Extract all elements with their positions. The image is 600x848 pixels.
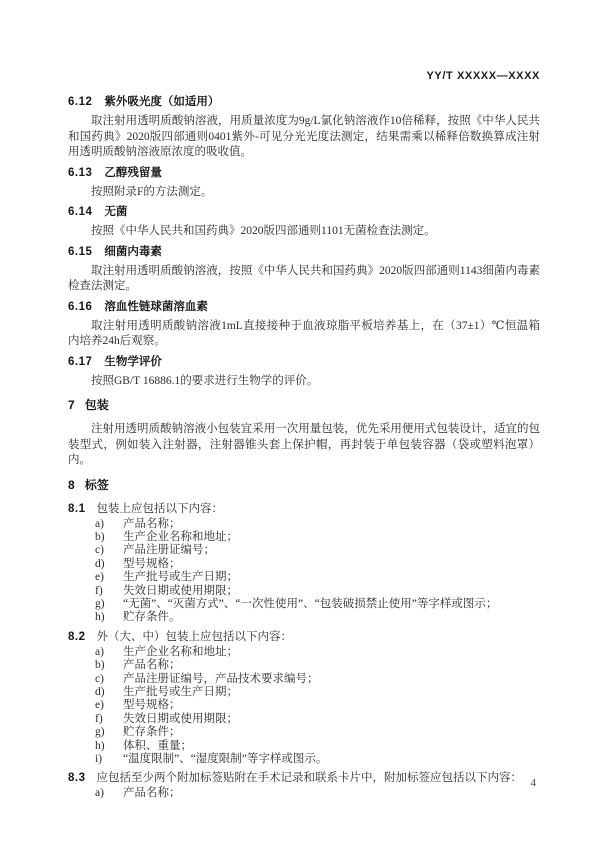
clause-8-2 <box>68 630 540 644</box>
clause-8-1 <box>68 502 540 516</box>
para-6-16: 取注射用透明质酸钠溶液1mL直接接种于血液琼脂平板培养基上，在（37±1）℃恒温箱内培养24h后观察。 <box>68 319 540 347</box>
heading-6-13-number: 6.13 <box>68 166 93 179</box>
heading-6-16-title: 溶血性链球菌溶血素 <box>104 300 208 313</box>
item-8-2-h-letter: h) <box>95 739 105 752</box>
heading-6-15-number: 6.15 <box>68 245 93 258</box>
item-8-2-d <box>68 686 540 699</box>
heading-6-15 <box>68 245 540 259</box>
clause-8-3-number: 8.3 <box>68 772 86 785</box>
clause-8-1-number: 8.1 <box>68 502 86 515</box>
clause-8-2-number: 8.2 <box>68 630 86 643</box>
item-8-1-c <box>68 544 540 557</box>
item-8-2-f <box>68 713 540 726</box>
item-8-1-c-text: 产品注册证编号； <box>123 544 215 557</box>
item-8-1-a-letter: a) <box>95 517 104 530</box>
item-8-1-d-letter: d) <box>95 557 105 570</box>
page-number: 4 <box>530 777 536 789</box>
item-8-2-c-letter: c) <box>95 672 104 685</box>
document-body <box>68 90 540 801</box>
item-8-1-f-letter: f) <box>95 584 103 597</box>
item-8-2-c <box>68 673 540 686</box>
standard-number: YY/T XXXXX—XXXX <box>426 70 540 82</box>
item-8-2-c-text: 产品注册证编号，产品技术要求编号； <box>123 672 319 685</box>
heading-6-13-title: 乙醇残留量 <box>104 166 162 179</box>
clause-8-3 <box>68 771 540 785</box>
item-8-3-a-letter: a) <box>95 787 104 800</box>
item-8-3-a-text: 产品名称； <box>123 787 181 800</box>
item-8-1-h-letter: h) <box>95 611 105 624</box>
heading-7 <box>68 398 540 413</box>
item-8-1-e-text: 生产批号或生产日期； <box>123 571 238 584</box>
item-8-1-f <box>68 585 540 598</box>
heading-8 <box>68 478 540 493</box>
para-6-13: 按照附录F的方法测定。 <box>91 185 213 198</box>
heading-6-14-number: 6.14 <box>68 206 93 218</box>
item-8-2-g-text: 贮存条件； <box>123 726 181 739</box>
item-8-1-b-text: 生产企业名称和地址； <box>123 530 238 543</box>
item-8-1-h <box>68 611 540 624</box>
item-8-2-i-letter: i) <box>95 753 103 765</box>
item-8-2-g-letter: g) <box>95 726 105 739</box>
heading-8-title: 标签 <box>84 477 109 492</box>
item-8-3-a <box>68 787 540 800</box>
heading-6-14-title: 无菌 <box>104 206 128 218</box>
para-6-14: 按照《中华人民共和国药典》2020版四部通则1101无菌检查法测定。 <box>91 225 436 237</box>
item-8-2-b <box>68 659 540 672</box>
item-8-2-f-letter: f) <box>95 712 103 725</box>
item-8-1-b <box>68 531 540 544</box>
para-6-17: 按照GB/T 16886.1的要求进行生物学的评价。 <box>91 374 319 387</box>
heading-6-17-number: 6.17 <box>68 355 93 368</box>
page-header <box>68 66 540 84</box>
item-8-2-e-letter: e) <box>95 699 104 712</box>
item-8-2-i-text: “温度限制”、“湿度限制”等字样或图示。 <box>123 753 328 765</box>
item-8-1-b-letter: b) <box>95 530 105 543</box>
item-8-1-h-text: 贮存条件。 <box>123 611 181 624</box>
para-6-12: 取注射用透明质酸钠溶液，用质量浓度为9g/L氯化钠溶液作10倍稀释，按照《中华人民共和国药典》2020版四部通则0401紫外-可见分光光度法测定，结果需乘以稀释倍数换算成注射用透明质酸钠溶液原浓度的吸收值。 <box>68 115 540 158</box>
item-8-1-e-letter: e) <box>95 571 104 584</box>
item-8-1-d-text: 型号规格； <box>123 557 181 570</box>
item-8-2-d-text: 生产批号或生产日期； <box>123 685 238 698</box>
item-8-2-h <box>68 740 540 753</box>
item-8-1-a <box>68 518 540 531</box>
item-8-2-b-text: 产品名称； <box>123 659 181 672</box>
item-8-1-e <box>68 571 540 584</box>
heading-7-number: 7 <box>68 398 75 412</box>
para-6-15: 取注射用透明质酸钠溶液，按照《中华人民共和国药典》2020版四部通则1143细菌内毒素检查法测定。 <box>68 264 540 292</box>
heading-6-16-number: 6.16 <box>68 300 93 313</box>
heading-6-17-title: 生物学评价 <box>104 355 162 368</box>
item-8-1-d <box>68 558 540 571</box>
item-8-2-e-text: 型号规格； <box>123 699 181 712</box>
heading-6-12 <box>68 95 540 109</box>
heading-6-13 <box>68 166 540 180</box>
heading-6-12-title: 紫外吸光度（如适用） <box>104 96 220 108</box>
item-8-2-f-text: 失效日期或使用期限； <box>123 712 238 725</box>
item-8-1-g-letter: g) <box>95 597 105 610</box>
item-8-1-c-letter: c) <box>95 544 104 557</box>
item-8-1-f-text: 失效日期或使用期限； <box>123 584 238 597</box>
heading-6-12-number: 6.12 <box>68 96 93 108</box>
item-8-2-a <box>68 646 540 659</box>
item-8-2-b-letter: b) <box>95 659 105 672</box>
item-8-1-a-text: 产品名称； <box>123 517 181 530</box>
item-8-2-h-text: 体积、重量； <box>123 739 192 752</box>
item-8-2-a-text: 生产企业名称和地址； <box>123 645 238 658</box>
item-8-2-i <box>68 753 540 766</box>
para-7: 注射用透明质酸钠溶液小包装宜采用一次用量包装，优先采用便用式包装设计，适宜的包装型式，例如装入注射器，注射器锥头套上保护帽，再封装于单包装容器（袋或塑料泡罩）内。 <box>68 423 540 466</box>
heading-7-title: 包装 <box>84 398 109 412</box>
clause-8-2-title: 外（大、中）包装上应包括以下内容： <box>96 630 292 643</box>
item-8-2-d-letter: d) <box>95 685 105 698</box>
clause-8-1-title: 包装上应包括以下内容： <box>96 502 223 515</box>
clause-8-3-title: 应包括至少两个附加标签贴附在手术记录和联系卡片中，附加标签应包括以下内容： <box>96 772 522 785</box>
heading-6-16 <box>68 300 540 314</box>
heading-6-17 <box>68 355 540 369</box>
item-8-1-g-text: “无菌”、“灭菌方式”、“一次性使用”、“包装破损禁止使用”等字样或图示； <box>123 597 498 610</box>
item-8-2-g <box>68 726 540 739</box>
heading-8-number: 8 <box>68 477 75 492</box>
item-8-1-g <box>68 598 540 611</box>
heading-6-14 <box>68 205 540 219</box>
item-8-2-e <box>68 699 540 712</box>
item-8-2-a-letter: a) <box>95 645 104 658</box>
heading-6-15-title: 细菌内毒素 <box>104 245 162 258</box>
